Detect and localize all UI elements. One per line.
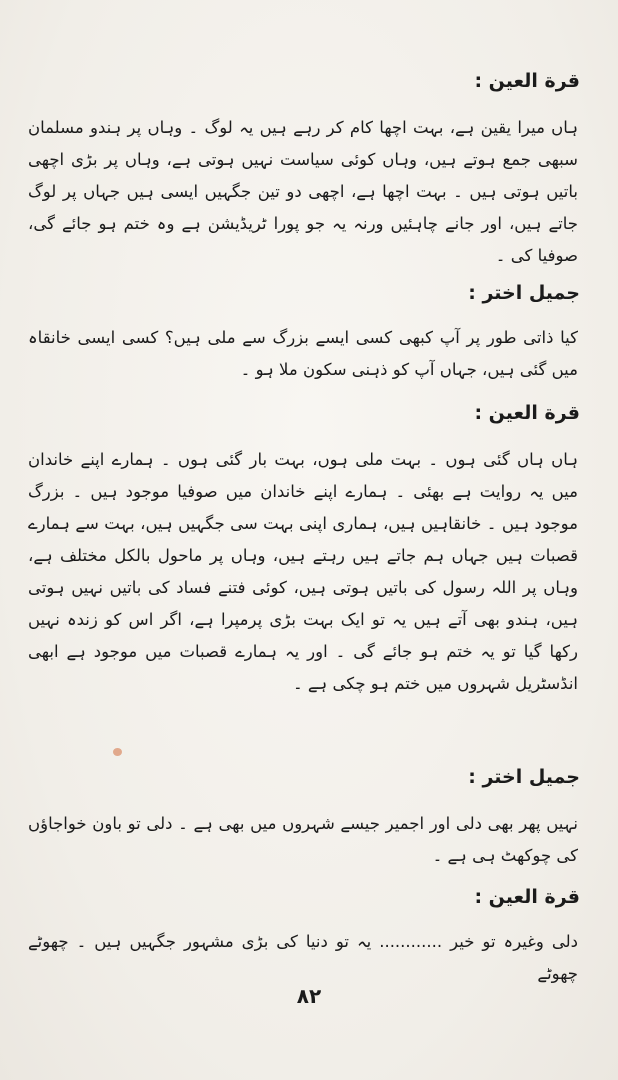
dialogue-paragraph: دلی وغیرہ تو خیر ............ یہ تو دنیا کی بڑی مشہور جگہیں ہیں ۔ چھوٹے چھوٹے	[28, 932, 578, 983]
speaker-label: جمیل اختر :	[468, 282, 580, 304]
page-number: ۸۲	[296, 984, 322, 1008]
speaker-label: جمیل اختر :	[468, 766, 580, 788]
speaker-label: قرة العين :	[474, 886, 580, 908]
speaker-label: قرة العين :	[474, 402, 580, 424]
speaker-label: قرة العين :	[474, 70, 580, 92]
paper-stain	[113, 748, 122, 756]
dialogue-paragraph: کیا ذاتی طور پر آپ کبھی کسی ایسے بزرگ سے ملی ہیں؟ کسی ایسی خانقاہ میں گئی ہیں، جہاں آپ کو ذہنی سکون ملا ہو ۔	[28, 328, 578, 379]
dialogue-paragraph: ہاں میرا یقین ہے، بہت اچھا کام کر رہے ہیں یہ لوگ ۔ وہاں پر ہندو مسلمان سبھی جمع ہوتے ہیں، وہاں کوئی سیاست نہیں ہوتی ہے، وہاں پر بڑی اچھی باتیں ہوتی ہیں ۔ بہت اچھا ہے، اچھی دو تین جگہیں ایسی ہیں جہاں پر لوگ جاتے ہیں، اور جانے چاہئیں ورنہ یہ جو پورا ٹریڈیشن ہے وہ ختم ہو جائے گی، صوفیا کی ۔	[28, 118, 578, 265]
dialogue-paragraph: ہاں ہاں گئی ہوں ۔ بہت ملی ہوں، بہت بار گئی ہوں ۔ ہمارے اپنے خاندان میں یہ روایت ہے بھئی ۔ ہمارے اپنے خاندان میں صوفیا موجود ہیں ۔ بزرگ موجود ہیں ۔ خانقاہیں ہیں، ہماری اپنی بہت سی جگہیں ہیں، بہت سے ہمارے قصبات ہیں جہاں ہم جاتے ہیں رہتے ہیں، وہاں پر ماحول بالکل مختلف ہے، وہاں پر اللہ رسول کی باتیں ہوتی ہیں، کوئی فتنے فساد کی باتیں نہیں ہوتی ہیں، ہندو بھی آتے ہیں یہ تو ایک بہت بڑی پرمپرا ہے، اگر اس کو زندہ نہیں رکھا گیا تو یہ ختم ہو جائے گی ۔ اور یہ ہمارے قصبات میں موجود ہے ابھی انڈسٹریل شہروں میں ختم ہو چکی ہے ۔	[28, 450, 578, 693]
dialogue-paragraph: نہیں پھر بھی دلی اور اجمیر جیسے شہروں میں بھی ہے ۔ دلی تو باون خواجاؤں کی چوکھٹ ہی ہے ۔	[28, 814, 578, 865]
